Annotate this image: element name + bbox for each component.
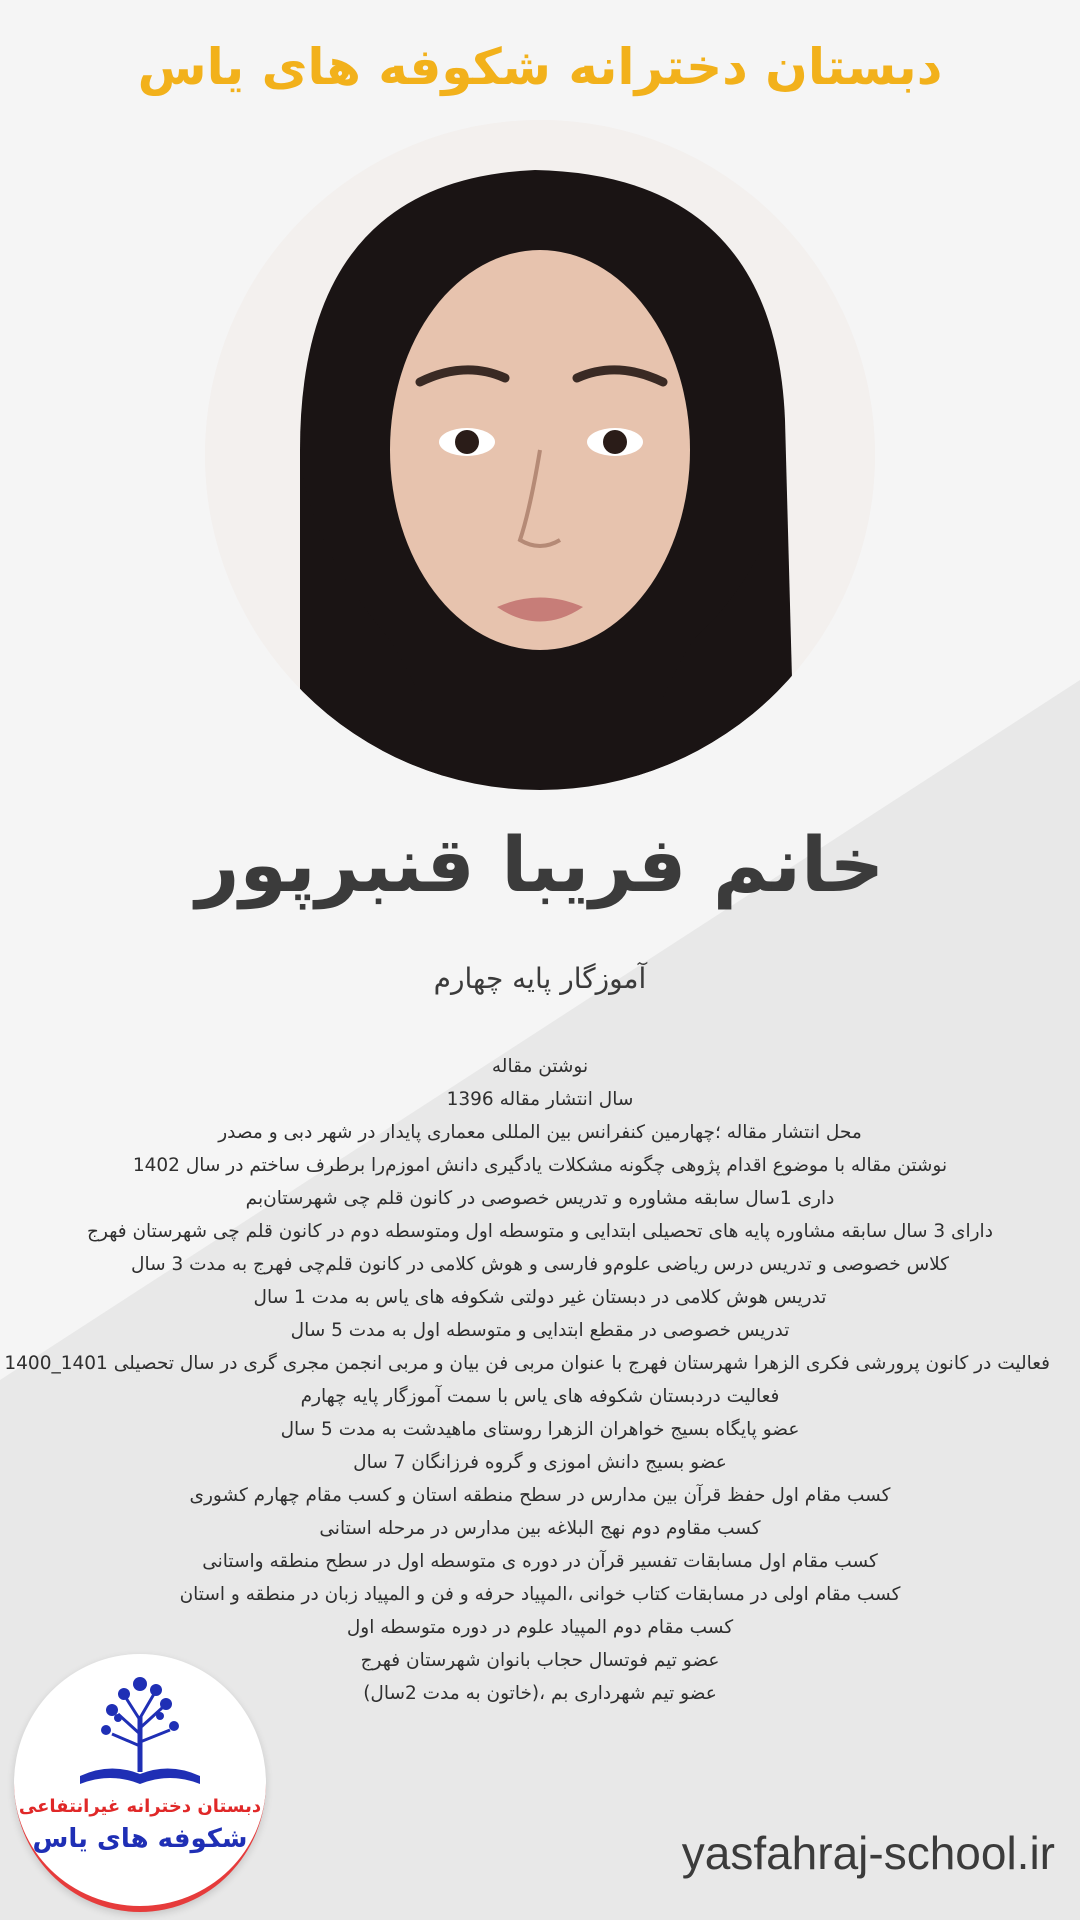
school-title: دبستان دخترانه شکوفه های یاس [137,38,943,96]
website-url[interactable]: yasfahraj-school.ir [681,1827,1055,1879]
bio-line: عضو تیم شهرداری بم ،(خاتون به مدت 2سال) [363,1683,717,1704]
bio-line: کسب مقام اولی در مسابقات کتاب خوانی ،المپیاد حرفه و فن و المپیاد زبان در منطقه و استان [179,1584,901,1605]
bio-line: کسب مقام اول حفظ قرآن بین مدارس در سطح منطقه استان و کسب مقام چهارم کشوری [189,1485,891,1506]
tree-book-icon [14,1654,266,1794]
bio-line: عضو پایگاه بسیج خواهران الزهرا روستای ماهیدشت به مدت 5 سال [280,1419,800,1440]
bio-line: محل انتشار مقاله ؛چهارمین کنفرانس بین المللی معماری پایدار در شهر دبی و مصدر [218,1122,862,1143]
bio-line: تدریس خصوصی در مقطع ابتدایی و متوسطه اول به مدت 5 سال [290,1320,790,1341]
teacher-name: خانم فریبا قنبرپور [195,820,885,909]
teacher-photo [205,120,875,790]
bio-line: کسب مقام اول مسابقات تفسیر قرآن در دوره ی متوسطه اول در سطح منطقه واستانی [202,1551,878,1572]
school-logo [14,1654,266,1912]
bio-line: تدریس هوش کلامی در دبستان غیر دولتی شکوفه های یاس به مدت 1 سال [253,1287,827,1308]
bio-list [4,1050,1050,1710]
bio-line: عضو تیم فوتسال حجاب بانوان شهرستان فهرج [360,1650,720,1671]
bio-line: عضو بسیج دانش اموزی و گروه فرزانگان 7 سال [353,1452,727,1473]
bio-line: نوشتن مقاله با موضوع اقدام پژوهی چگونه مشکلات یادگیری دانش اموزم‌را برطرف ساختم در سال 1402 [132,1155,948,1176]
bio-line: کسب مقاوم دوم نهج البلاغه بین مدارس در مرحله استانی [319,1518,761,1539]
logo-text-line1: دبستان دخترانه غیرانتفاعی [18,1796,262,1817]
logo-text-line2: شکوفه های یاس [32,1824,248,1854]
bio-line: داری 1سال سابقه مشاوره و تدریس خصوصی در کانون قلم چی شهرستان‌بم [245,1188,835,1209]
bio-line: کلاس خصوصی و تدریس درس ریاضی علوم‌و فارسی و هوش کلامی در کانون قلم‌چی فهرج به مدت 3 سال [131,1254,949,1275]
bio-line: فعالیت دردبستان شکوفه های یاس با سمت آموزگار پایه چهارم [300,1386,780,1407]
bio-line: کسب مقام دوم المپیاد علوم در دوره متوسطه اول [346,1617,734,1638]
bio-line: نوشتن مقاله [491,1056,589,1077]
bio-line: سال انتشار مقاله 1396 [446,1089,634,1110]
bio-line: دارای 3 سال سابقه مشاوره پایه های تحصیلی ابتدایی و متوسطه اول ومتوسطه دوم در کانون قلم چی شهرستان فهرج [87,1221,993,1242]
teacher-role: آموزگار پایه چهارم [433,962,647,995]
bio-line: فعالیت در کانون پرورشی فکری الزهرا شهرستان فهرج با عنوان مربی فن بیان و مربی انجمن مجری گری در سال تحصیلی 1401_1400 [4,1353,1050,1374]
